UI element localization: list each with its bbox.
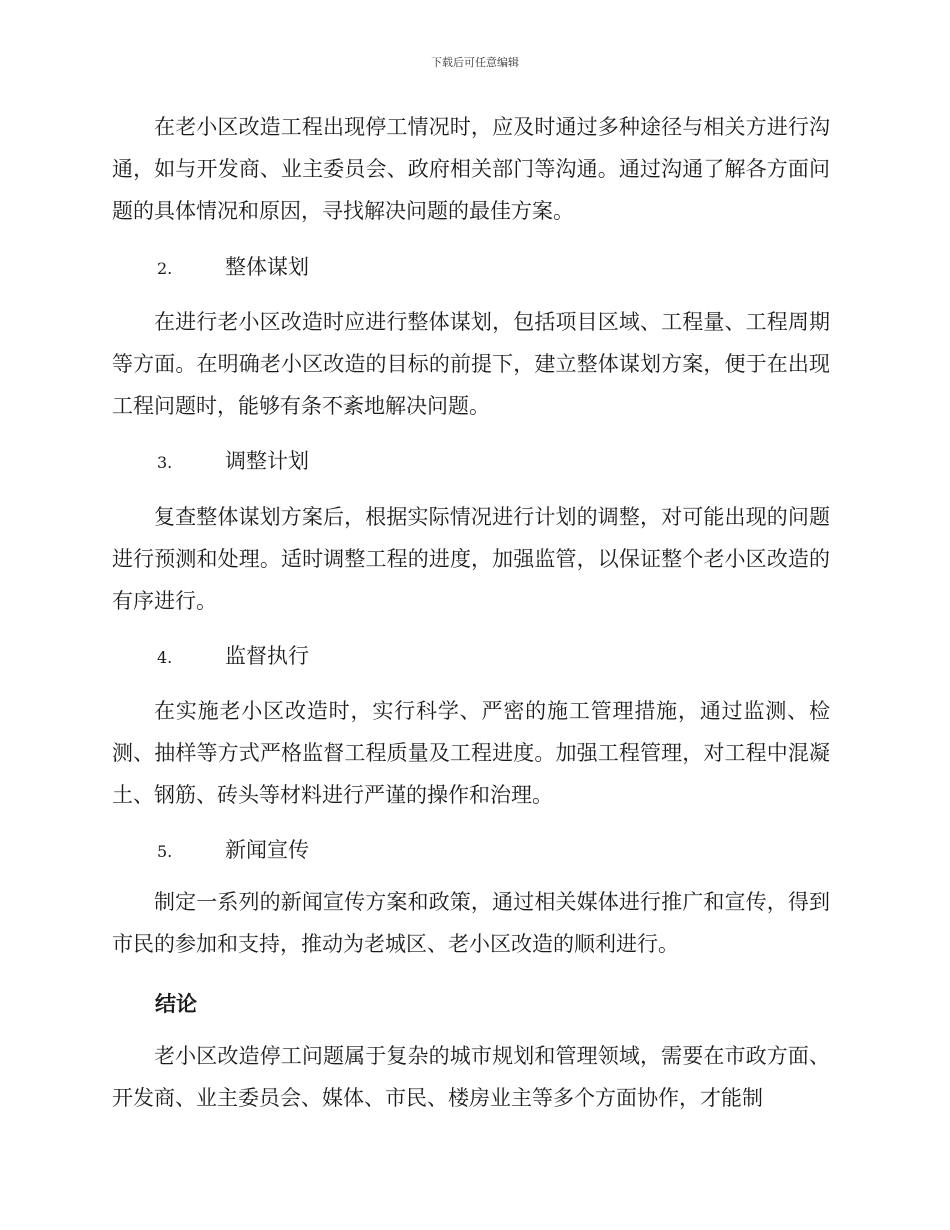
list-title: 调整计划 <box>225 449 309 473</box>
list-title: 整体谋划 <box>225 255 309 279</box>
list-number: 2. <box>157 259 173 278</box>
page-header: 下载后可任意编辑 <box>431 56 519 69</box>
conclusion-heading: 结论 <box>155 992 197 1016</box>
paragraph-publicity: 制定一系列的新闻宣传方案和政策，通过相关媒体进行推广和宣传，得到市民的参加和支持，推动为老城区、老小区改造的顺利进行。 <box>112 890 830 956</box>
list-number: 4. <box>157 648 173 667</box>
list-title: 监督执行 <box>225 644 309 668</box>
list-item-4 <box>157 641 309 673</box>
paragraph-communication: 在老小区改造工程出现停工情况时，应及时通过多种途径与相关方进行沟通，如与开发商、业主委员会、政府相关部门等沟通。通过沟通了解各方面问题的具体情况和原因，寻找解决问题的最佳方案。 <box>112 115 830 223</box>
list-number: 5. <box>157 842 173 861</box>
list-title: 新闻宣传 <box>225 838 309 862</box>
paragraph-planning: 在进行老小区改造时应进行整体谋划，包括项目区域、工程量、工程周期等方面。在明确老小区改造的目标的前提下，建立整体谋划方案，便于在出现工程问题时，能够有条不紊地解决问题。 <box>112 310 830 418</box>
paragraph-adjustment: 复查整体谋划方案后，根据实际情况进行计划的调整，对可能出现的问题进行预测和处理。适时调整工程的进度，加强监管，以保证整个老小区改造的有序进行。 <box>112 505 830 613</box>
list-item-5 <box>157 835 309 867</box>
paragraph-conclusion: 老小区改造停工问题属于复杂的城市规划和管理领域，需要在市政方面、开发商、业主委员会、媒体、市民、楼房业主等多个方面协作，才能制 <box>112 1044 830 1110</box>
list-number: 3. <box>157 453 173 472</box>
paragraph-supervision: 在实施老小区改造时，实行科学、严密的施工管理措施，通过监测、检测、抽样等方式严格监督工程质量及工程进度。加强工程管理，对工程中混凝土、钢筋、砖头等材料进行严谨的操作和治理。 <box>112 699 830 807</box>
list-item-2 <box>157 252 309 284</box>
list-item-3 <box>157 446 309 478</box>
